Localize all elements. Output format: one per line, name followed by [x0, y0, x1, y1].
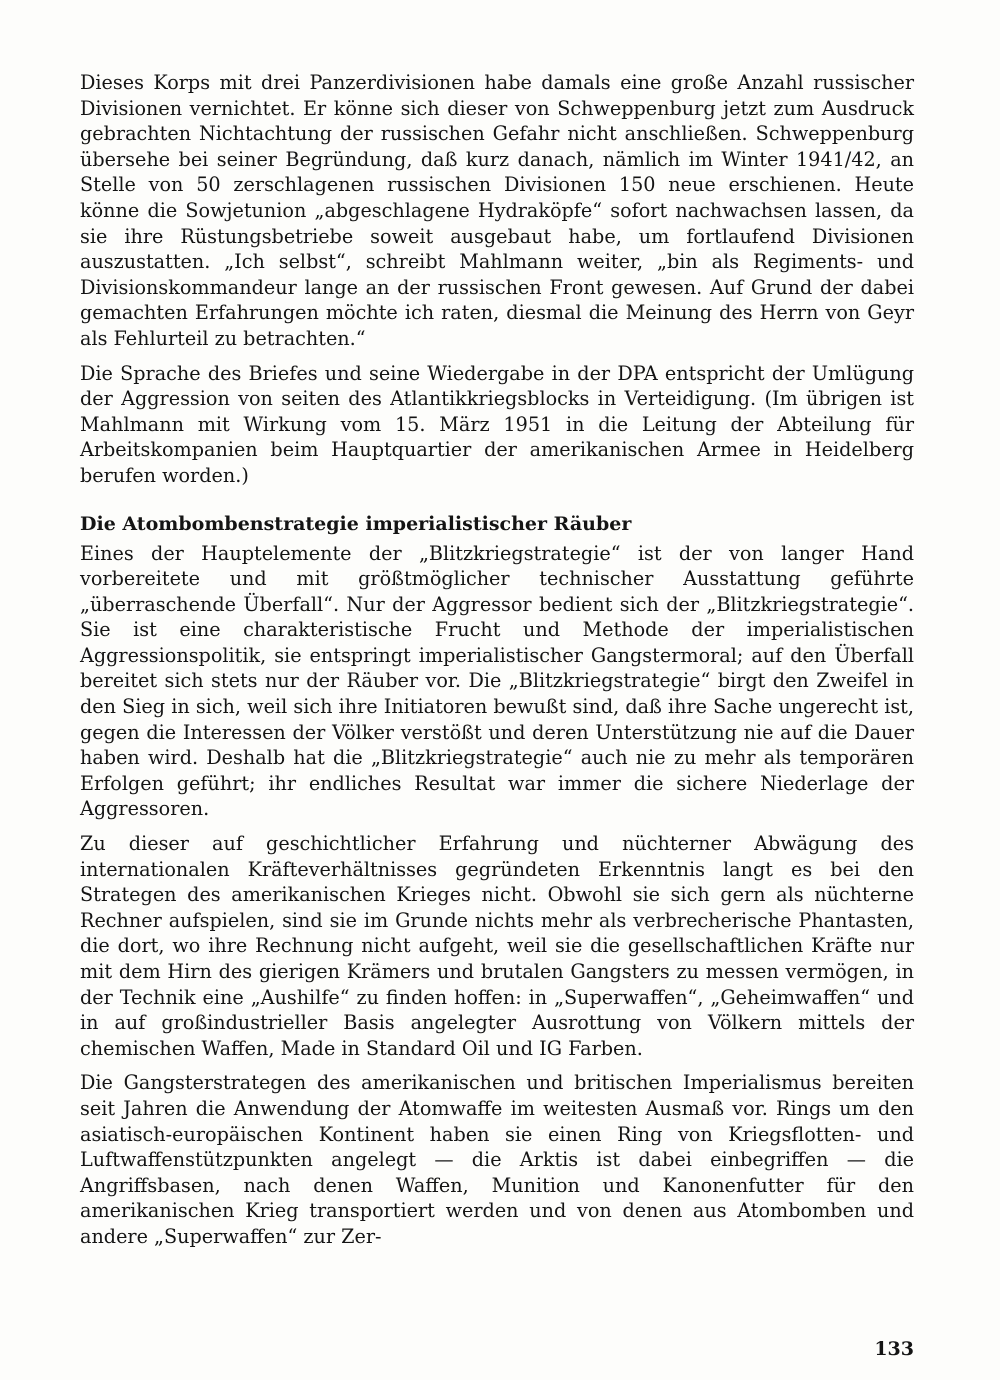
paragraph-hauptelemente: Eines der Hauptelemente der „Blitzkriegstrategie“ ist der von langer Hand vorbereitete und mit größtmöglicher technischer Ausstattung geführte „überraschende Überfall“. Nur der Aggressor bedient sich der „Blitzkriegstrategie“. Sie ist eine charakteristische Frucht und Methode der imperialistischen Aggressionspolitik, sie entspringt imperialistischer Gangstermoral; auf den Überfall bereitet sich stets nur der Räuber vor. Die „Blitzkriegstrategie“ birgt den Zweifel in den Sieg in sich, weil sich ihre Initiatoren bewußt sind, daß ihre Sache ungerecht ist, gegen die Interessen der Völker verstößt und deren Unterstützung nie auf die Dauer haben wird. Deshalb hat die „Blitzkriegstrategie“ auch nie zu mehr als temporären Erfolgen geführt; ihr endliches Resultat war immer die sichere Niederlage der Aggressoren.: [80, 541, 914, 821]
paragraph-gangsterstrategen: Die Gangsterstrategen des amerikanischen und britischen Imperialismus bereiten seit Jahren die Anwendung der Atomwaffe im weitesten Ausmaß vor. Rings um den asiatisch-europäischen Kontinent haben sie einen Ring von Kriegsflotten- und Luftwaffenstützpunkten angelegt — die Arktis ist dabei einbegriffen — die Angriffsbasen, nach denen Waffen, Munition und Kanonenfutter für den amerikanischen Krieg transportiert werden und von denen aus Atombomben und andere „Superwaffen“ zur Zer-: [80, 1071, 914, 1248]
section-heading: Die Atombombenstrategie imperialistischer Räuber: [80, 512, 632, 535]
paragraph-erkenntnis: Zu dieser auf geschichtlicher Erfahrung und nüchterner Abwägung des internationalen Kräfteverhältnisses gegründeten Erkenntnis langt es bei den Strategen des amerikanischen Krieges nicht. Obwohl sie sich gern als nüchterne Rechner aufspielen, sind sie im Grunde nichts mehr als verbrecherische Phantasten, die dort, wo ihre Rechnung nicht aufgeht, weil sie die gesellschaftlichen Kräfte nur mit dem Hirn des gierigen Krämers und brutalen Gangsters zu messen vermögen, in der Technik eine „Aushilfe“ zu finden hoffen: in „Superwaffen“, „Geheimwaffen“ und in auf großindustrieller Basis angelegter Ausrottung von Völkern mittels der chemischen Waffen, Made in Standard Oil und IG Farben.: [80, 832, 914, 1060]
body-text: [80, 70, 914, 1259]
paragraph-sprache: Die Sprache des Briefes und seine Wiedergabe in der DPA entspricht der Umlügung der Aggression von seiten des Atlantikkriegsblocks in Verteidigung. (Im übrigen ist Mahlmann mit Wirkung vom 15. März 1951 in die Leitung der Abteilung für Arbeitskompanien beim Hauptquartier der amerikanischen Armee in Heidelberg berufen worden.): [80, 361, 914, 487]
paragraph-korps: Dieses Korps mit drei Panzerdivisionen habe damals eine große Anzahl russischer Divisionen vernichtet. Er könne sich dieser von Schweppenburg jetzt zum Ausdruck gebrachten Nichtachtung der russischen Gefahr nicht anschließen. Schweppenburg übersehe bei seiner Begründung, daß kurz danach, nämlich im Winter 1941/42, an Stelle von 50 zerschlagenen russischen Divisionen 150 neue erschienen. Heute könne die Sowjetunion „abgeschlagene Hydraköpfe“ sofort nachwachsen lassen, da sie ihre Rüstungsbetriebe soweit ausgebaut habe, um fortlaufend Divisionen auszustatten. „Ich selbst“, schreibt Mahlmann weiter, „bin als Regiments- und Divisionskommandeur lange an der russischen Front gewesen. Auf Grund der dabei gemachten Erfahrungen möchte ich raten, diesmal die Meinung des Herrn von Geyr als Fehlurteil zu betrachten.“: [80, 71, 914, 350]
page-number: 133: [874, 1338, 914, 1360]
